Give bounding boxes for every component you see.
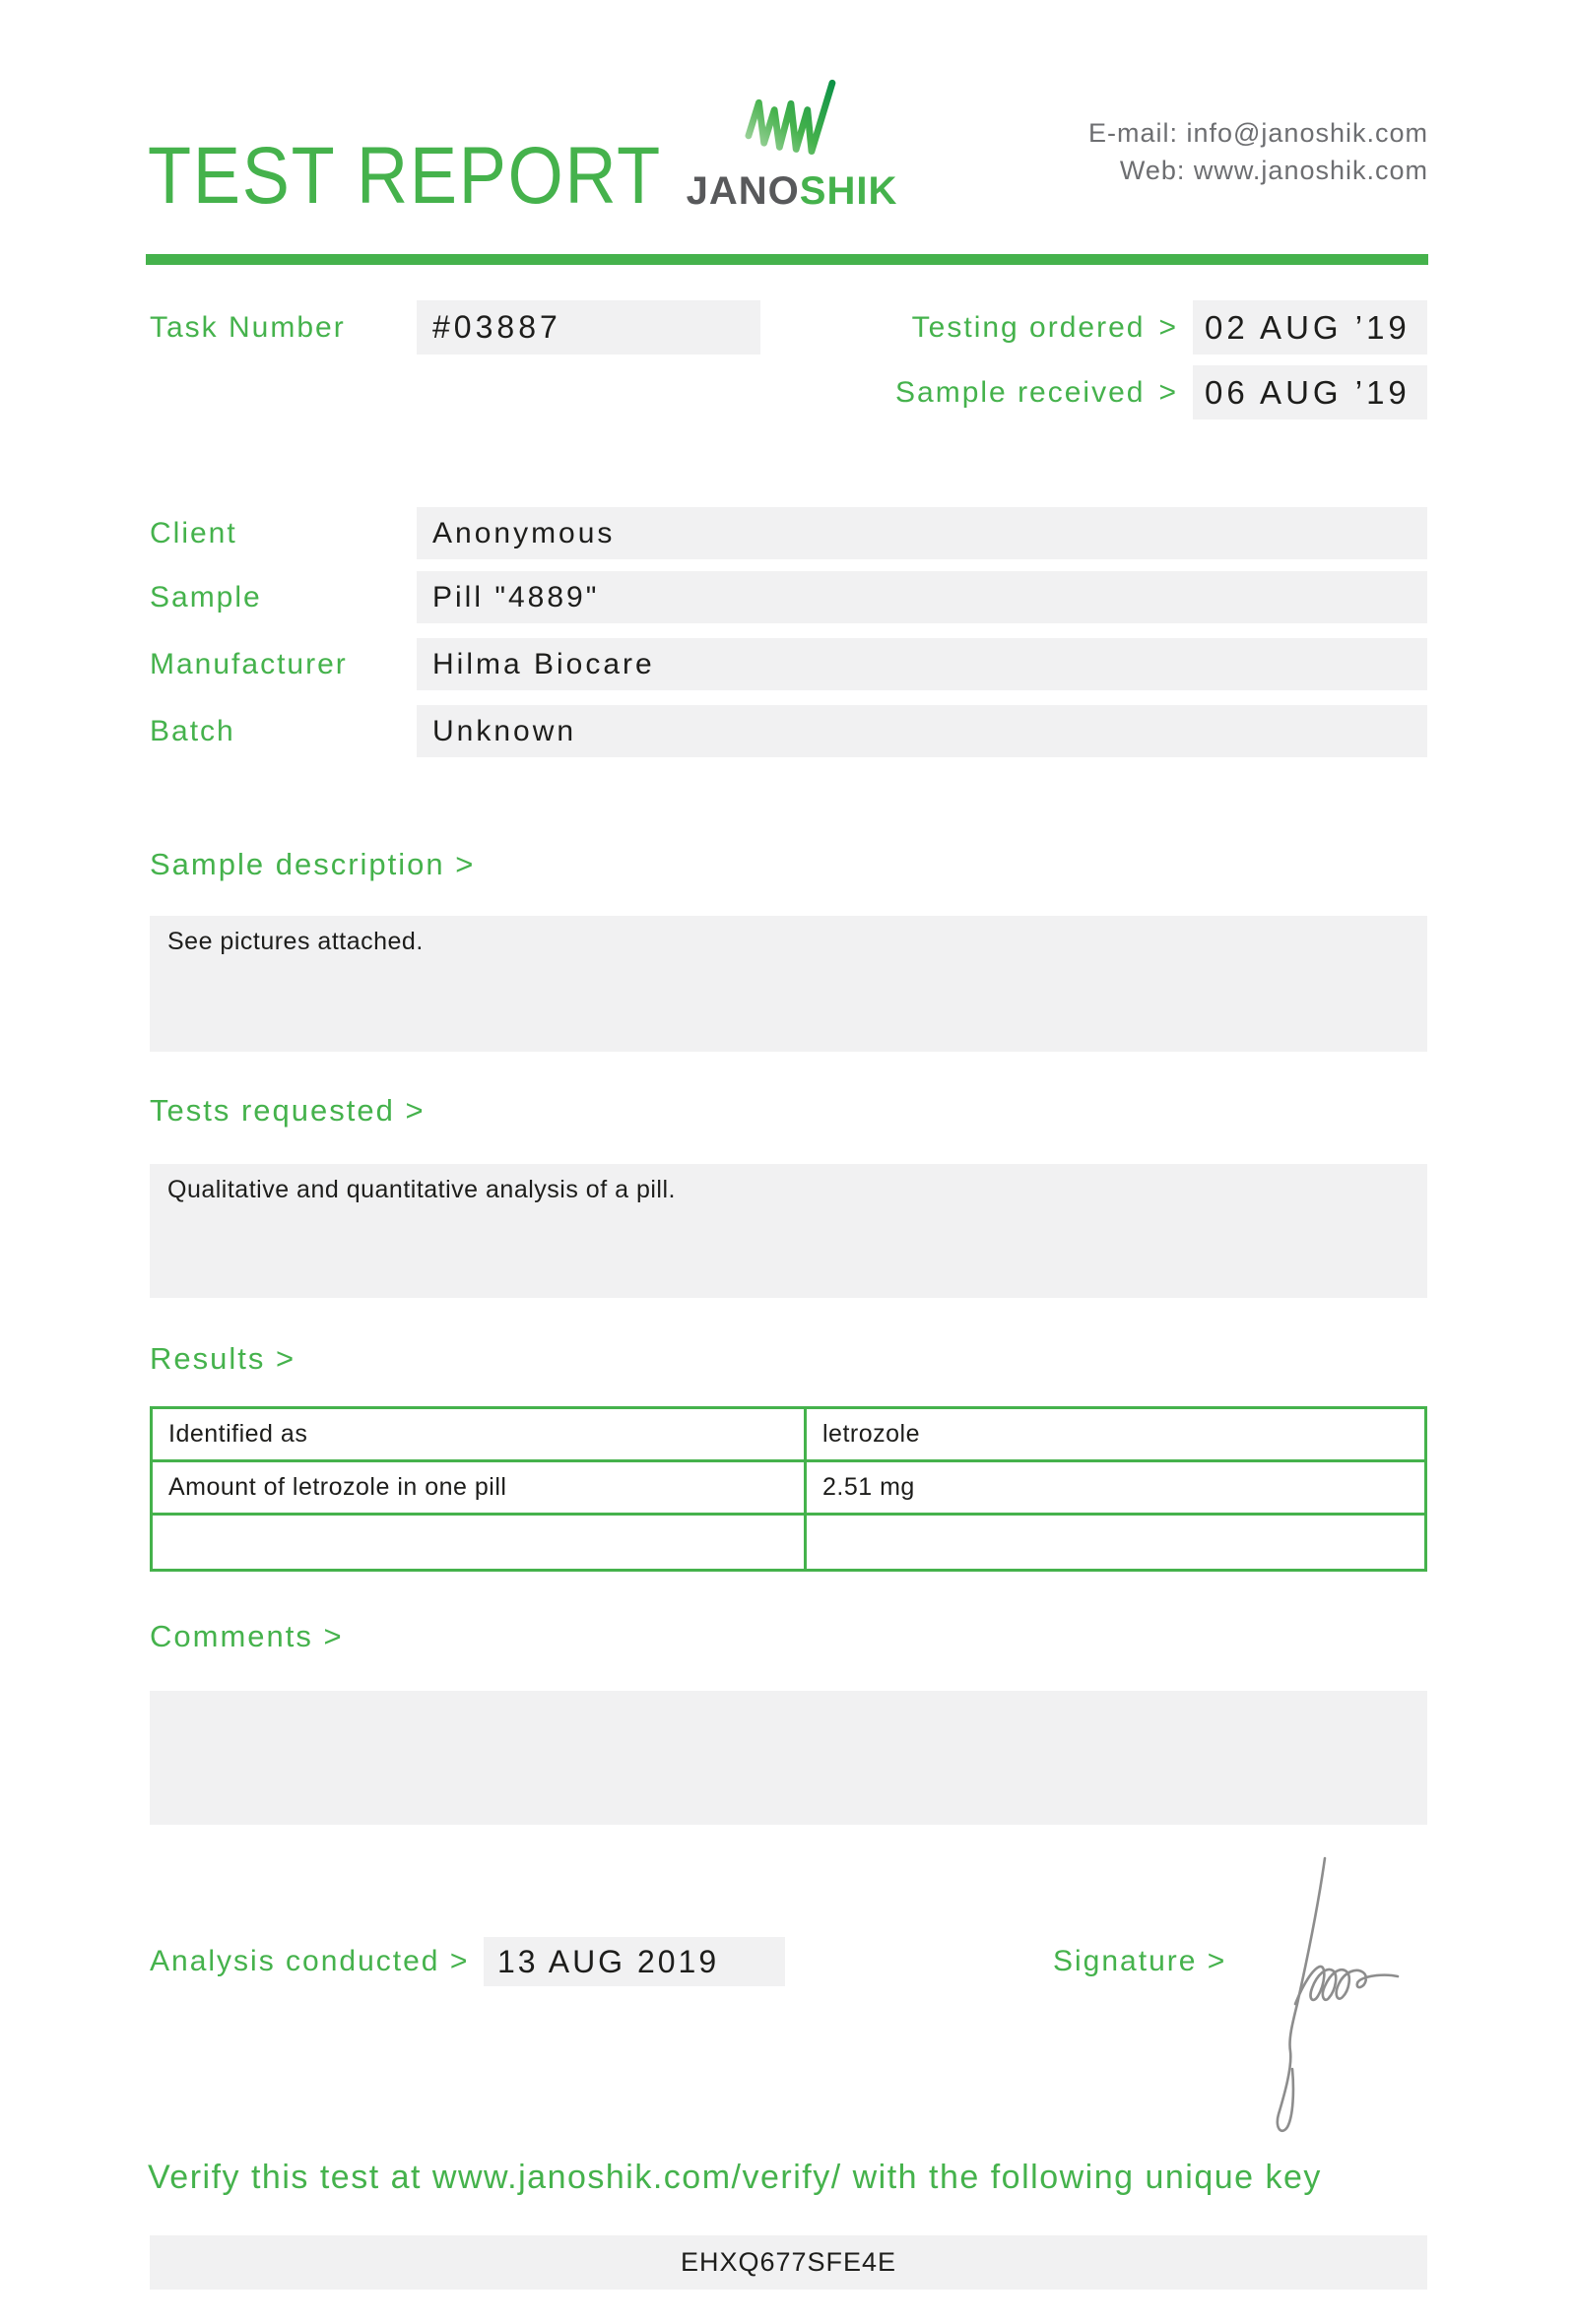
analysis-date-value: 13 AUG 2019 [497, 1943, 720, 1979]
client-value: Anonymous [432, 516, 616, 549]
manufacturer-label: Manufacturer [150, 647, 348, 680]
task-number-label: Task Number [150, 310, 346, 344]
header-divider [146, 254, 1428, 265]
testing-ordered-arrow: > [1158, 310, 1178, 344]
batch-value: Unknown [432, 714, 577, 747]
table-row [152, 1515, 1426, 1571]
logo-wordmark [680, 169, 904, 214]
testing-ordered-label: Testing ordered [911, 310, 1146, 344]
sample-field [417, 571, 1427, 623]
comments-box [150, 1691, 1427, 1825]
testing-ordered-row [867, 300, 1178, 355]
sample-received-label: Sample received [895, 375, 1146, 409]
logo-text-jano: JANO [686, 169, 800, 213]
sample-received-arrow: > [1158, 375, 1178, 409]
result-value-cell: 2.51 mg [806, 1461, 1426, 1515]
client-label: Client [150, 516, 237, 549]
sample-received-value: 06 AUG ’19 [1205, 373, 1411, 411]
sample-label: Sample [150, 580, 262, 613]
table-row [152, 1461, 1426, 1515]
contact-web: Web: www.janoshik.com [1119, 156, 1428, 185]
result-name-cell [152, 1515, 806, 1571]
signature-image [1266, 1846, 1428, 2142]
result-value-cell: letrozole [806, 1408, 1426, 1461]
batch-field [417, 705, 1427, 757]
result-name-cell: Identified as [152, 1408, 806, 1461]
manufacturer-value: Hilma Biocare [432, 647, 655, 680]
sample-value: Pill "4889" [432, 580, 600, 613]
batch-label: Batch [150, 714, 235, 747]
result-value-cell [806, 1515, 1426, 1571]
results-table [150, 1406, 1427, 1572]
logo-chart-icon [745, 77, 839, 160]
page-title: TEST REPORT [148, 131, 662, 221]
sample-description-heading: Sample description > [150, 847, 476, 881]
sample-received-field [1193, 365, 1427, 420]
comments-heading: Comments > [150, 1619, 344, 1653]
result-name-cell: Amount of letrozole in one pill [152, 1461, 806, 1515]
testing-ordered-value: 02 AUG ’19 [1205, 308, 1411, 346]
results-heading: Results > [150, 1341, 296, 1376]
sample-received-row [867, 365, 1178, 420]
logo-text-shik: SHIK [799, 169, 898, 213]
sample-description-box: See pictures attached. [150, 916, 1427, 1052]
manufacturer-field [417, 638, 1427, 690]
tests-requested-box: Qualitative and quantitative analysis of a pill. [150, 1164, 1427, 1298]
unique-key-field [150, 2235, 1427, 2290]
verify-instruction: Verify this test at www.janoshik.com/verify/ with the following unique key [148, 2159, 1322, 2196]
unique-key-value: EHXQ677SFE4E [680, 2247, 897, 2277]
contact-email: E-mail: info@janoshik.com [1087, 118, 1428, 148]
analysis-date-field [484, 1937, 785, 1986]
task-number-value: #03887 [432, 309, 561, 345]
table-row [152, 1408, 1426, 1461]
tests-requested-heading: Tests requested > [150, 1093, 426, 1128]
logo [680, 77, 904, 214]
task-number-field [417, 300, 760, 355]
testing-ordered-field [1193, 300, 1427, 355]
client-field [417, 507, 1427, 559]
signature-label: Signature > [1053, 1945, 1227, 1977]
contact-block [1088, 114, 1428, 189]
analysis-conducted-label: Analysis conducted > [150, 1945, 470, 1977]
